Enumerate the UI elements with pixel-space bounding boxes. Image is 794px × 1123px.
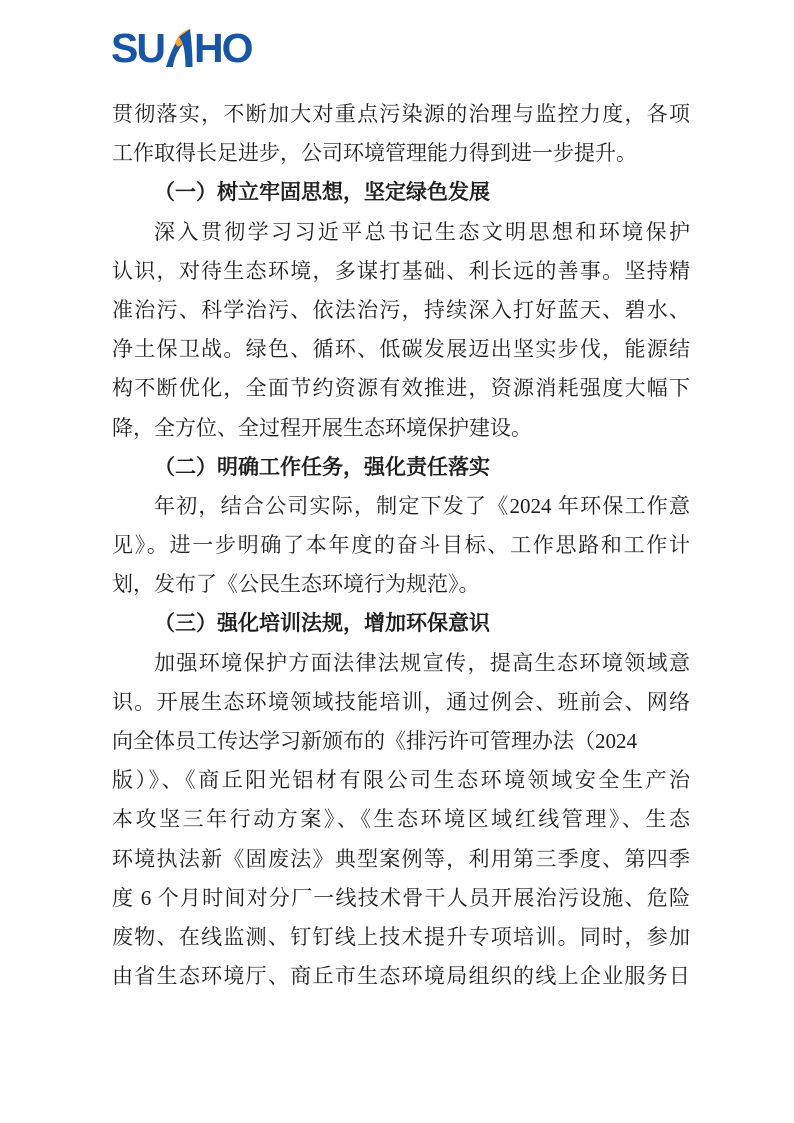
- text-line: 度 6 个月时间对分厂一线技术骨干人员开展治污设施、危险: [112, 885, 690, 910]
- text-line: 准治污、科学治污、依法治污，持续深入打好蓝天、碧水、: [112, 297, 690, 322]
- logo-text-left: SU: [111, 25, 164, 71]
- company-logo: [111, 25, 252, 71]
- logo-n-swoosh-icon: [166, 29, 193, 67]
- text-line: 净土保卫战。绿色、循环、低碳发展迈出坚实步伐，能源结: [112, 337, 690, 362]
- text-line: 本攻坚三年行动方案》、《生态环境区域红线管理》、生态: [112, 807, 690, 832]
- text-line: 认识，对待生态环境，多谋打基础、利长远的善事。坚持精: [112, 258, 690, 283]
- text-line: 贯彻落实，不断加大对重点污染源的治理与监控力度，各项: [112, 102, 690, 126]
- text-line: 划，发布了《公民生态环境行为规范》。: [112, 572, 480, 597]
- section-heading: （三）强化培训法规，增加环保意识: [154, 612, 490, 636]
- document-body: [112, 95, 690, 996]
- text-line: 向全体员工传达学习新颁布的《排污许可管理办法（2024: [112, 729, 637, 753]
- text-line: 识。开展生态环境领域技能培训，通过例会、班前会、网络: [112, 689, 690, 714]
- text-line: 构不断优化，全面节约资源有效推进，资源消耗强度大幅下: [112, 376, 690, 401]
- text-line: 废物、在线监测、钉钉线上技术提升专项培训。同时，参加: [112, 924, 690, 949]
- text-line: 加强环境保护方面法律法规宣传，提高生态环境领域意: [154, 650, 690, 675]
- text-line: 见》。进一步明确了本年度的奋斗目标、工作思路和工作计: [112, 533, 690, 558]
- logo-text-right: HO: [193, 25, 252, 71]
- text-line: 环境执法新《固废法》典型案例等，利用第三季度、第四季: [112, 846, 690, 871]
- text-line: 工作取得长足进步，公司环境管理能力得到进一步提升。: [112, 141, 637, 166]
- section-heading: （二）明确工作任务，强化责任落实: [154, 455, 490, 479]
- text-line: 版）》、《商丘阳光铝材有限公司生态环境领域安全生产治: [112, 768, 690, 793]
- text-line: 年初，结合公司实际，制定下发了《2024 年环保工作意: [154, 493, 690, 518]
- section-heading: （一）树立牢固思想，坚定绿色发展: [154, 181, 490, 205]
- text-line: 由省生态环境厅、商丘市生态环境局组织的线上企业服务日: [112, 964, 690, 989]
- text-line: 深入贯彻学习习近平总书记生态文明思想和环境保护: [154, 219, 690, 244]
- text-line: 降，全方位、全过程开展生态环境保护建设。: [112, 415, 532, 440]
